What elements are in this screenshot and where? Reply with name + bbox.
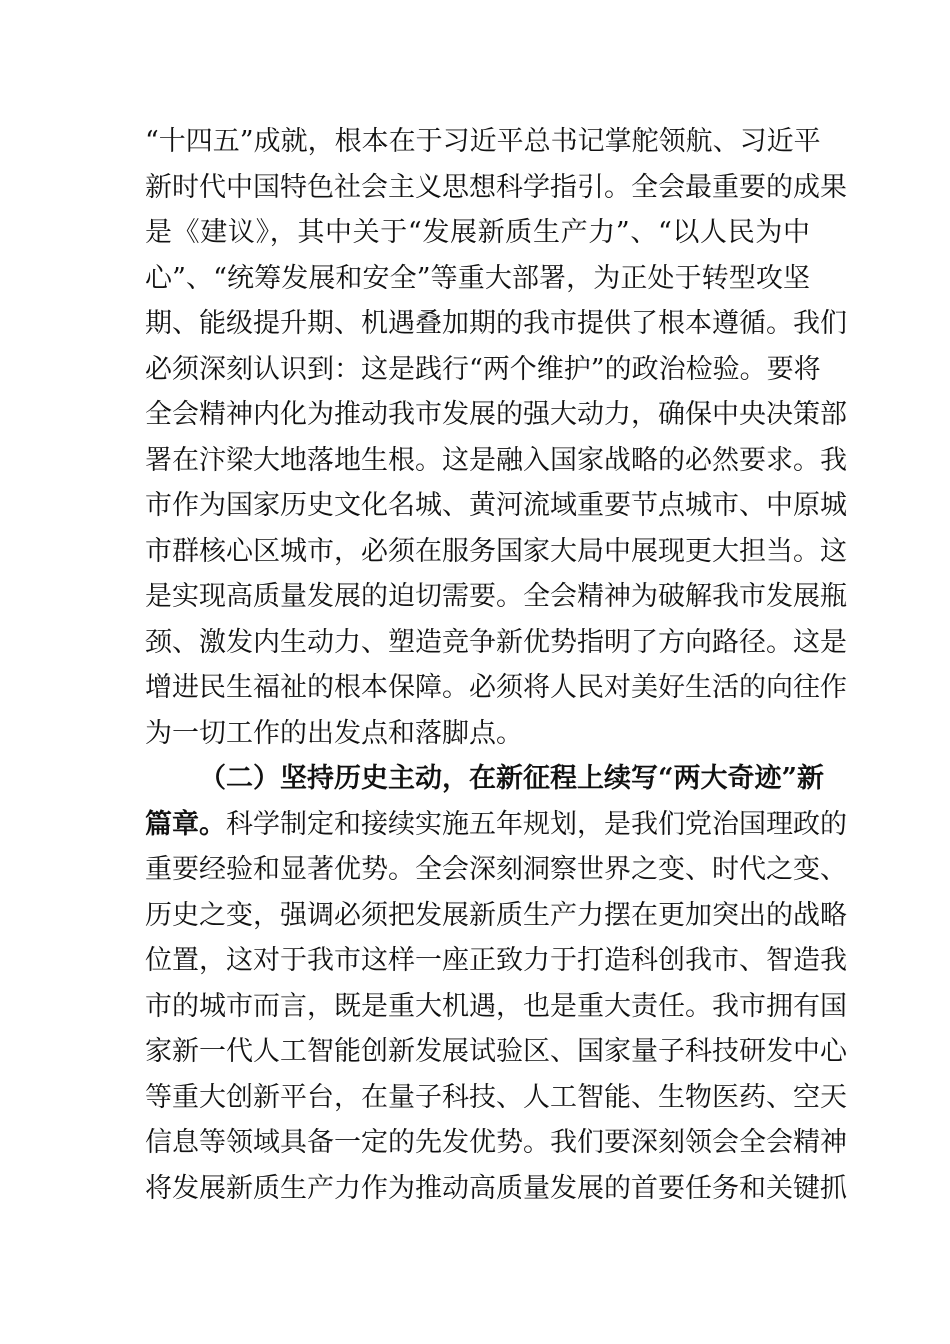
text-line <box>145 802 847 848</box>
text-line: 颈、激发内生动力、塑造竞争新优势指明了方向路径。这是 <box>145 626 847 658</box>
text-line: 重要经验和显著优势。全会深刻洞察世界之变、时代之变、 <box>145 854 847 885</box>
text-line: 是《建议》，其中关于“发展新质生产力”、“以人民为中 <box>145 217 810 248</box>
section-heading: （二）坚持历史主动，在新征程上续写“两大奇迹”新 <box>199 763 825 794</box>
text-line: 全会精神内化为推动我市发展的强大动力，确保中央决策部 <box>145 399 847 430</box>
paragraph-2 <box>145 756 847 1211</box>
text-line: 期、能级提升期、机遇叠加期的我市提供了根本遵循。我们 <box>145 308 847 339</box>
text-line: 家新一代人工智能创新发展试验区、国家量子科技研发中心 <box>145 1036 847 1067</box>
text-line: 必须深刻认识到：这是践行“两个维护”的政治检验。要将 <box>145 353 821 385</box>
text-line: 等重大创新平台，在量子科技、人工智能、生物医药、空天 <box>145 1081 847 1113</box>
text-line: 市群核心区城市，必须在服务国家大局中展现更大担当。这 <box>145 535 847 567</box>
text-line: 增进民生福祉的根本保障。必须将人民对美好生活的向往作 <box>145 672 847 703</box>
text-line: 新时代中国特色社会主义思想科学指引。全会最重要的成果 <box>145 171 847 203</box>
paragraph-1 <box>145 119 847 756</box>
text-line: 将发展新质生产力作为推动高质量发展的首要任务和关键抓 <box>145 1172 847 1204</box>
section-heading-end: 篇章。 <box>145 808 226 840</box>
text-line: 署在汴梁大地落地生根。这是融入国家战略的必然要求。我 <box>145 444 847 476</box>
text-line: “十四五”成就，根本在于习近平总书记掌舵领航、习近平 <box>145 126 821 157</box>
document-body <box>145 119 847 1211</box>
text-line: 市作为国家历史文化名城、黄河流域重要节点城市、中原城 <box>145 490 847 521</box>
text-line: 心”、“统筹发展和安全”等重大部署，为正处于转型攻坚 <box>145 262 810 294</box>
text-line: 位置，这对于我市这样一座正致力于打造科创我市、智造我 <box>145 945 847 976</box>
text-line: 历史之变，强调必须把发展新质生产力摆在更加突出的战略 <box>145 899 847 931</box>
text-line-rest: 科学制定和接续实施五年规划，是我们党治国理政的 <box>226 808 847 840</box>
text-line: 市的城市而言，既是重大机遇，也是重大责任。我市拥有国 <box>145 990 847 1022</box>
text-line: 是实现高质量发展的迫切需要。全会精神为破解我市发展瓶 <box>145 581 847 612</box>
text-line: 为一切工作的出发点和落脚点。 <box>145 717 523 749</box>
text-line: 信息等领域具备一定的先发优势。我们要深刻领会全会精神 <box>145 1127 847 1158</box>
